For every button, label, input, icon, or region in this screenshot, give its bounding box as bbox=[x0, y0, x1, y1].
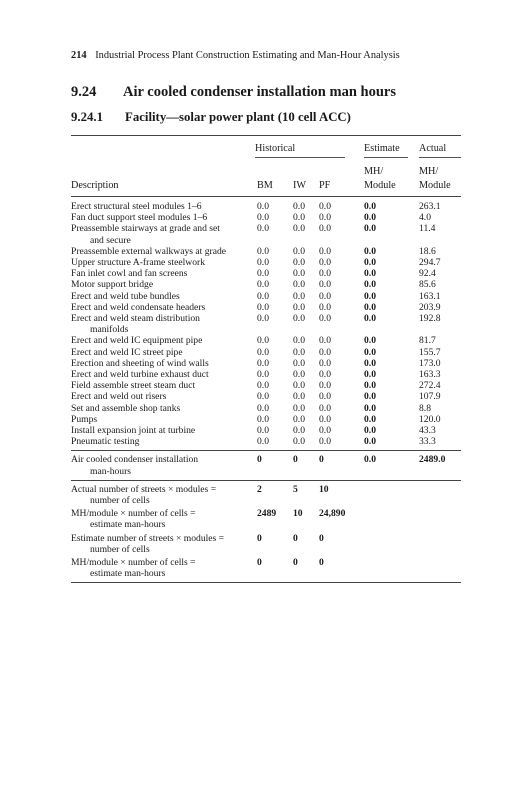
summary-iw: 10 bbox=[293, 508, 303, 520]
bm-value: 0.0 bbox=[257, 223, 269, 235]
pf-value: 0.0 bbox=[319, 413, 331, 425]
description-line1: Field assemble street steam duct bbox=[71, 380, 196, 392]
pf-value: 0.0 bbox=[319, 313, 331, 324]
description-line1: Set and assemble shop tanks bbox=[71, 402, 181, 414]
actual-unit-line1: MH/ bbox=[419, 166, 439, 177]
header-bottom-rule bbox=[71, 196, 461, 197]
pf-value: 0.0 bbox=[319, 391, 331, 403]
bm-value: 0.0 bbox=[257, 257, 269, 268]
estimate-header: Estimate bbox=[364, 143, 400, 154]
row-description bbox=[71, 291, 243, 302]
bm-value: 0.0 bbox=[257, 279, 269, 291]
description-line1: Erect and weld out risers bbox=[71, 391, 167, 403]
actual-value: 294.7 bbox=[419, 257, 441, 268]
estimate-value: 0.0 bbox=[364, 290, 376, 302]
bm-value: 0.0 bbox=[257, 391, 269, 403]
pf-value: 0.0 bbox=[319, 257, 331, 268]
estimate-value: 0.0 bbox=[364, 346, 376, 358]
row-description bbox=[71, 403, 243, 414]
description-line2: manifolds bbox=[90, 324, 129, 336]
bm-value: 0.0 bbox=[257, 425, 269, 436]
bm-value: 0.0 bbox=[257, 380, 269, 392]
actual-value: 155.7 bbox=[419, 346, 441, 358]
description-line1: Erect and weld IC equipment pipe bbox=[71, 335, 203, 347]
book-title: Industrial Process Plant Construction Estimating and Man-Hour Analysis bbox=[95, 50, 400, 61]
estimate-value: 0.0 bbox=[364, 335, 376, 347]
iw-value: 0.0 bbox=[293, 335, 305, 347]
historical-header: Historical bbox=[255, 143, 296, 154]
description-line1: Install expansion joint at turbine bbox=[71, 425, 196, 436]
row-description bbox=[71, 302, 243, 313]
description-line1: MH/module × number of cells = bbox=[71, 508, 196, 520]
subsection-number: 9.24.1 bbox=[71, 110, 103, 124]
iw-value: 0.0 bbox=[293, 346, 305, 358]
summary-bm: 2 bbox=[257, 483, 262, 495]
actual-value: 4.0 bbox=[419, 212, 431, 224]
pf-value: 0.0 bbox=[319, 436, 331, 448]
actual-value: 272.4 bbox=[419, 380, 441, 392]
bm-value: 0.0 bbox=[257, 357, 269, 369]
bm-value: 0.0 bbox=[257, 436, 269, 448]
pf-value: 0.0 bbox=[319, 369, 331, 380]
description-line1: Air cooled condenser installation bbox=[71, 454, 199, 466]
row-description bbox=[71, 212, 243, 223]
bm-value: 0.0 bbox=[257, 212, 269, 224]
row-description bbox=[71, 380, 243, 391]
estimate-value: 0.0 bbox=[364, 212, 376, 224]
estimate-value: 0.0 bbox=[364, 402, 376, 414]
description-header: Description bbox=[71, 180, 119, 191]
iw-value: 0.0 bbox=[293, 245, 305, 257]
description-line2: number of cells bbox=[90, 543, 150, 555]
summary-iw: 5 bbox=[293, 483, 298, 495]
actual-value: 163.3 bbox=[419, 369, 441, 380]
description-line1: Erect and weld steam distribution bbox=[71, 313, 200, 324]
running-head bbox=[71, 50, 471, 61]
bm-value: 0.0 bbox=[257, 346, 269, 358]
subsection-title: Facility—solar power plant (10 cell ACC) bbox=[125, 110, 351, 124]
actual-value: 81.7 bbox=[419, 335, 436, 347]
iw-value: 0.0 bbox=[293, 212, 305, 224]
summary-iw: 0 bbox=[293, 557, 298, 568]
description-line1: Erect and weld turbine exhaust duct bbox=[71, 369, 209, 380]
historical-rule bbox=[255, 157, 345, 158]
iw-value: 0.0 bbox=[293, 268, 305, 280]
summary-pf: 0 bbox=[319, 532, 324, 544]
row-description bbox=[71, 557, 243, 579]
total-actual: 2489.0 bbox=[419, 454, 446, 466]
description-line2: number of cells bbox=[90, 495, 150, 506]
bm-value: 0.0 bbox=[257, 369, 269, 380]
description-line2: estimate man-hours bbox=[90, 519, 166, 531]
pf-value: 0.0 bbox=[319, 335, 331, 347]
description-line1: Fan inlet cowl and fan screens bbox=[71, 268, 188, 280]
bm-value: 0.0 bbox=[257, 402, 269, 414]
row-description bbox=[71, 279, 243, 290]
description-line1: Erect and weld IC street pipe bbox=[71, 346, 183, 358]
description-line1: Pumps bbox=[71, 413, 98, 425]
pf-value: 0.0 bbox=[319, 212, 331, 224]
row-description bbox=[71, 484, 243, 506]
iw-value: 0.0 bbox=[293, 380, 305, 392]
description-line1: Pneumatic testing bbox=[71, 436, 140, 448]
estimate-value: 0.0 bbox=[364, 257, 376, 268]
section-number: 9.24 bbox=[71, 84, 97, 100]
total-pf: 0 bbox=[319, 454, 324, 466]
pf-value: 0.0 bbox=[319, 201, 331, 212]
row-description bbox=[71, 533, 243, 555]
pf-header: PF bbox=[319, 180, 331, 191]
row-description bbox=[71, 268, 243, 279]
bm-value: 0.0 bbox=[257, 201, 269, 212]
actual-header: Actual bbox=[419, 143, 447, 154]
actual-value: 33.3 bbox=[419, 436, 436, 448]
estimate-value: 0.0 bbox=[364, 268, 376, 280]
bm-value: 0.0 bbox=[257, 313, 269, 324]
iw-value: 0.0 bbox=[293, 257, 305, 268]
actual-value: 192.8 bbox=[419, 313, 441, 324]
iw-value: 0.0 bbox=[293, 290, 305, 302]
description-line2: estimate man-hours bbox=[90, 568, 166, 580]
bm-value: 0.0 bbox=[257, 335, 269, 347]
iw-value: 0.0 bbox=[293, 313, 305, 324]
row-description bbox=[71, 358, 243, 369]
estimate-value: 0.0 bbox=[364, 391, 376, 403]
pf-value: 0.0 bbox=[319, 380, 331, 392]
actual-value: 85.6 bbox=[419, 279, 436, 291]
bm-value: 0.0 bbox=[257, 268, 269, 280]
section-heading bbox=[71, 84, 396, 101]
description-line1: Erect and weld condensate headers bbox=[71, 301, 206, 313]
actual-unit-line2: Module bbox=[419, 180, 451, 191]
bm-value: 0.0 bbox=[257, 245, 269, 257]
row-description bbox=[71, 347, 243, 358]
table-top-rule bbox=[71, 135, 461, 136]
row-description bbox=[71, 201, 243, 212]
total-top-rule bbox=[71, 450, 461, 451]
description-line2: and secure bbox=[90, 234, 131, 246]
estimate-value: 0.0 bbox=[364, 301, 376, 313]
pf-value: 0.0 bbox=[319, 301, 331, 313]
total-iw: 0 bbox=[293, 454, 298, 466]
estimate-value: 0.0 bbox=[364, 279, 376, 291]
summary-bm: 0 bbox=[257, 557, 262, 568]
pf-value: 0.0 bbox=[319, 357, 331, 369]
summary-pf: 0 bbox=[319, 557, 324, 568]
iw-value: 0.0 bbox=[293, 279, 305, 291]
total-estimate: 0.0 bbox=[364, 454, 376, 466]
iw-header: IW bbox=[293, 180, 307, 191]
description-line1: Fan duct support steel modules 1–6 bbox=[71, 212, 208, 224]
actual-value: 107.9 bbox=[419, 391, 441, 403]
summary-bm: 0 bbox=[257, 532, 262, 544]
actual-value: 92.4 bbox=[419, 268, 436, 280]
actual-value: 120.0 bbox=[419, 413, 441, 425]
actual-value: 11.4 bbox=[419, 223, 436, 235]
iw-value: 0.0 bbox=[293, 413, 305, 425]
bm-header: BM bbox=[257, 180, 273, 191]
description-line1: Erect structural steel modules 1–6 bbox=[71, 201, 202, 212]
description-line1: Erect and weld tube bundles bbox=[71, 290, 180, 302]
section-title: Air cooled condenser installation man hours bbox=[123, 84, 396, 100]
subsection-heading bbox=[71, 110, 351, 125]
bm-value: 0.0 bbox=[257, 290, 269, 302]
row-description bbox=[71, 313, 243, 335]
summary-bm: 2489 bbox=[257, 508, 277, 520]
iw-value: 0.0 bbox=[293, 436, 305, 448]
estimate-unit-line1: MH/ bbox=[364, 166, 384, 177]
iw-value: 0.0 bbox=[293, 223, 305, 235]
estimate-value: 0.0 bbox=[364, 369, 376, 380]
row-description bbox=[71, 508, 243, 530]
row-description bbox=[71, 246, 243, 257]
page-number: 214 bbox=[71, 50, 87, 61]
actual-value: 203.9 bbox=[419, 301, 441, 313]
iw-value: 0.0 bbox=[293, 402, 305, 414]
actual-value: 263.1 bbox=[419, 201, 441, 212]
iw-value: 0.0 bbox=[293, 391, 305, 403]
iw-value: 0.0 bbox=[293, 357, 305, 369]
estimate-value: 0.0 bbox=[364, 357, 376, 369]
pf-value: 0.0 bbox=[319, 279, 331, 291]
description-line2: man-hours bbox=[90, 465, 132, 477]
actual-value: 18.6 bbox=[419, 245, 436, 257]
row-description bbox=[71, 454, 243, 476]
estimate-rule bbox=[364, 157, 408, 158]
actual-value: 8.8 bbox=[419, 402, 431, 414]
bm-value: 0.0 bbox=[257, 301, 269, 313]
row-description bbox=[71, 414, 243, 425]
actual-value: 43.3 bbox=[419, 425, 436, 436]
total-bm: 0 bbox=[257, 454, 262, 466]
estimate-value: 0.0 bbox=[364, 380, 376, 392]
estimate-value: 0.0 bbox=[364, 413, 376, 425]
actual-value: 163.1 bbox=[419, 290, 441, 302]
row-description bbox=[71, 257, 243, 268]
total-bottom-rule bbox=[71, 480, 461, 481]
table-bottom-rule bbox=[71, 582, 461, 583]
estimate-value: 0.0 bbox=[364, 425, 376, 436]
estimate-value: 0.0 bbox=[364, 201, 376, 212]
description-line1: Erection and sheeting of wind walls bbox=[71, 357, 209, 369]
row-description bbox=[71, 391, 243, 402]
iw-value: 0.0 bbox=[293, 201, 305, 212]
row-description bbox=[71, 223, 243, 245]
description-line1: Preassemble stairways at grade and set bbox=[71, 223, 220, 235]
row-description bbox=[71, 369, 243, 380]
pf-value: 0.0 bbox=[319, 290, 331, 302]
iw-value: 0.0 bbox=[293, 369, 305, 380]
description-line1: Upper structure A-frame steelwork bbox=[71, 257, 205, 268]
estimate-value: 0.0 bbox=[364, 313, 376, 324]
description-line1: Preassemble external walkways at grade bbox=[71, 245, 227, 257]
estimate-value: 0.0 bbox=[364, 223, 376, 235]
row-description bbox=[71, 335, 243, 346]
description-line1: Estimate number of streets × modules = bbox=[71, 532, 225, 544]
row-description bbox=[71, 425, 243, 436]
iw-value: 0.0 bbox=[293, 301, 305, 313]
estimate-unit-line2: Module bbox=[364, 180, 396, 191]
description-line1: Motor support bridge bbox=[71, 279, 154, 291]
actual-value: 173.0 bbox=[419, 357, 441, 369]
estimate-value: 0.0 bbox=[364, 436, 376, 448]
description-line1: MH/module × number of cells = bbox=[71, 557, 196, 568]
pf-value: 0.0 bbox=[319, 223, 331, 235]
summary-pf: 10 bbox=[319, 483, 329, 495]
pf-value: 0.0 bbox=[319, 425, 331, 436]
summary-iw: 0 bbox=[293, 532, 298, 544]
pf-value: 0.0 bbox=[319, 402, 331, 414]
description-line1: Actual number of streets × modules = bbox=[71, 483, 217, 495]
pf-value: 0.0 bbox=[319, 346, 331, 358]
bm-value: 0.0 bbox=[257, 413, 269, 425]
summary-pf: 24,890 bbox=[319, 508, 346, 520]
pf-value: 0.0 bbox=[319, 245, 331, 257]
iw-value: 0.0 bbox=[293, 425, 305, 436]
row-description bbox=[71, 436, 243, 447]
pf-value: 0.0 bbox=[319, 268, 331, 280]
estimate-value: 0.0 bbox=[364, 245, 376, 257]
actual-rule bbox=[419, 157, 461, 158]
